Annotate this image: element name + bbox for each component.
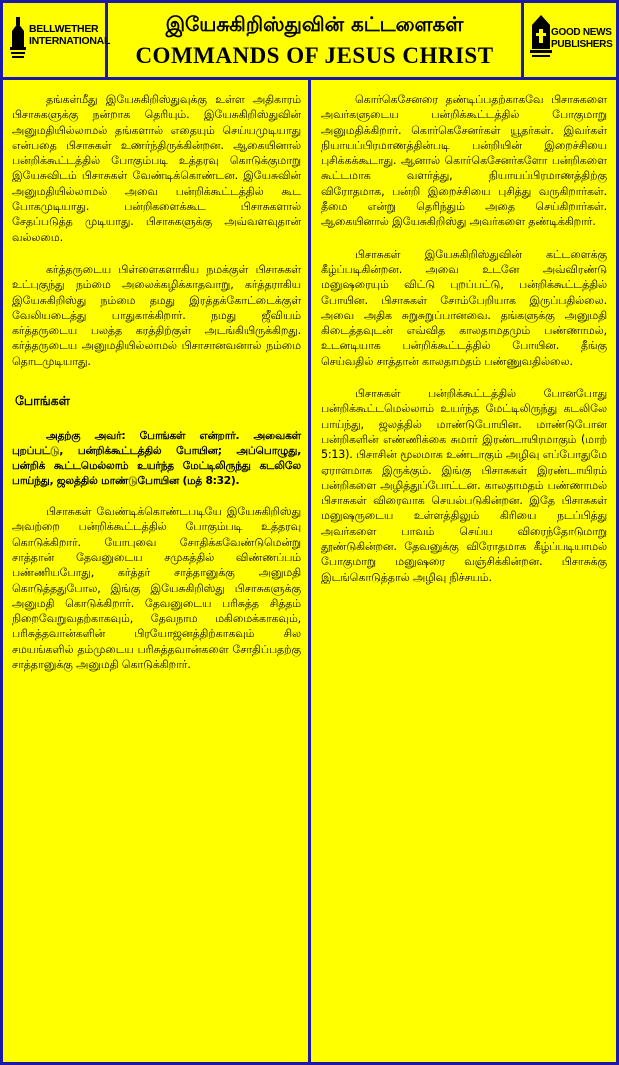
right-column	[311, 80, 616, 1062]
right-logo-line1: GOOD NEWS	[551, 27, 612, 38]
book-icon	[530, 15, 552, 61]
left-column	[3, 80, 308, 1062]
left-logo-line2: INTERNATIONAL	[29, 35, 111, 47]
right-paragraph-3: பிசாசுகள் பன்றிக்கூட்டத்தில் போனபோது பன்றிக்கூட்டமெல்லாம் உயர்ந்த மேட்டிலிருந்து கடலிலே பாய்ந்து, ஜலத்தில் மாண்டுபோயின. மாண்டுபோன பன்றிகளின் எண்ணிக்கை சுமார் இரண்டாயிரமாகும் (மாற் 5:13). பிசாசின் மூலமாக உண்டாகும் அழிவு எப்போதுமே ஏராளமாக இருக்கும். இங்கு பிசாசுகள் இரண்டாயிரம் பன்றிகளை அழித்துப்போட்டன. காலதாமதம் பண்ணாமல் பிசாசுகள் விரைவாக செயல்படுகின்றன. இதே பிசாசுகள் மனுஷருடைய உள்ளத்திலும் கிரியை நடப்பித்து அவர்களை பாவம் செய்ய விரைந்தோடுமாறு தூண்டுகின்றன. தேவனுக்கு விரோதமாக கீழ்ப்படியாமல் போகுமாறு மனுஷரை வஞ்சிக்கின்றன. பிசாசுக்கு இடங்கொடுத்தால் அழிவு நிச்சயம்.	[321, 387, 607, 584]
hand-bell-icon	[8, 17, 28, 61]
right-paragraph-1: கொர்கெசேனரை தண்டிப்பதற்காகவே பிசாசுகளை அவர்களுடைய பன்றிக்கூட்டத்தில் போகுமாறு அனுமதிக்கிறார். கொர்கெசேனர்கள் யூதர்கள். இவர்கள் நியாயப்பிரமாணத்தின்படி பன்றியின் இறைச்சியை புசிக்கக்கூடாது. ஆனால் கொர்கெசேனர்களோ பன்றிகளை கூட்டமாக வளர்த்து, நியாயப்பிரமாணத்திற்கு விரோதமாக, பன்றி இறைச்சியை புசித்து வருகிறார்கள். தீமை என்று தெரிந்தும் அதை செய்கிறார்கள். ஆகையினால் இயேசுகிறிஸ்து அவர்களை தண்டிக்கிறார்.	[321, 93, 607, 229]
left-paragraph-1: தங்கள்மீது இயேசுகிறிஸ்துவுக்கு உள்ள அதிகாரம் பிசாசுகளுக்கு நன்றாக தெரியும். இயேசுகிறிஸ்துவின் அனுமதியில்லாமல் தங்களால் எதையும் செய்யமுடியாது என்பதை பிசாசுகள் உணர்ந்திருக்கின்றன. ஆகையினால் பன்றிக்கூட்டத்தில் போகும்படி உத்தரவு கொடுக்குமாறு இயேசுவிடம் பிசாசுகள் வேண்டிக்கொண்டன. இயேசுவின் அனுமதியில்லாமல் அவை பன்றிக்கூட்டத்தில் கூட போகமுடியாது. பன்றிகளைக்கூட பிசாசுகளால் சேதப்படுத்த முடியாது. பிசாசுகளுக்கு அவ்வளவுதான் வல்லமை.	[12, 93, 301, 244]
left-logo-line1: BELLWETHER	[29, 23, 99, 35]
good-news-logo	[524, 3, 616, 77]
bellwether-logo	[3, 3, 111, 77]
scripture-verse: அதற்கு அவர்: போங்கள் என்றார். அவைகள் புறப்பட்டு, பன்றிக்கூட்டத்தில் போயின; அப்பொழுது, பன்றிக் கூட்டமெல்லாம் உயர்ந்த மேட்டிலிருந்து கடலிலே பாய்ந்து, ஜலத்தில் மாண்டுபோயின (மத் 8:32).	[12, 429, 301, 488]
section-heading: போங்கள்	[15, 393, 70, 409]
title-tamil: இயேசுகிறிஸ்துவின் கட்டளைகள்	[165, 11, 464, 36]
title-box	[108, 3, 521, 77]
left-paragraph-2: கர்த்தருடைய பிள்ளைகளாகிய நமக்குள் பிசாசுகள் உட்புகுந்து நம்மை அலைக்கழிக்காதவாறு, கர்த்தராகிய இயேசுகிறிஸ்து நம்மை தமது இரத்தக்கோட்டைக்குள் வேலியடைத்து பாதுகாக்கிறார். நமது ஜீவியம் கர்த்தருடைய பலத்த கரத்திற்குள் அடங்கியிருக்கிறது. கர்த்தருடைய அனுமதியில்லாமல் பிசாசானவனால் நம்மை தொடமுடியாது.	[12, 262, 301, 368]
right-logo-line2: PUBLISHERS	[551, 39, 613, 50]
right-paragraph-2: பிசாசுகள் இயேசுகிறிஸ்துவின் கட்டளைக்கு கீழ்ப்படிகின்றன. அவை உடனே அவ்விரண்டு மனுஷரையும் விட்டு புறப்பட்டு, பன்றிக்கூட்டத்தில் போயின. பிசாசுகள் சோம்பேறியாக இருப்பதில்லை. அவை அதிக சுறுசுறுப்பானவை. தங்களுக்கு அனுமதி கிடைத்தவுடன் எவ்வித காலதாமதமும் பண்ணாமல், உடனடியாக பன்றிக்கூட்டத்தில் போயின. தீங்கு செய்வதில் சாத்தான் காலதாமதம் பண்ணுவதில்லை.	[321, 247, 607, 368]
left-paragraph-3: பிசாசுகள் வேண்டிக்கொண்டபடியே இயேசுகிறிஸ்து அவற்றை பன்றிக்கூட்டத்தில் போகும்படி உத்தரவு கொடுக்கிறார். யோபுவை சோதிக்கவேண்டுமென்று சாத்தான் தேவனுடைய சமுகத்தில் விண்ணப்பம் பண்ணியபோது, கர்த்தர் சாத்தானுக்கு அனுமதி கொடுத்ததுபோல, இங்கு இயேசுகிறிஸ்து பிசாசுகளுக்கு அனுமதி கொடுக்கிறார். தேவனுடைய பரிசுத்த சித்தம் நிறைவேறுவதற்காகவும், தேவநாம மகிமைக்காகவும், பரிசுத்தவான்களின் பிரயோஜனத்திற்காகவும் சில சமயங்களில் தம்முடைய பரிசுத்தவான்களை சோதிப்பதற்கு சாத்தானுக்கு அனுமதி கொடுக்கிறார்.	[12, 505, 301, 672]
title-english: COMMANDS OF JESUS CHRIST	[135, 42, 494, 68]
header	[3, 3, 616, 77]
